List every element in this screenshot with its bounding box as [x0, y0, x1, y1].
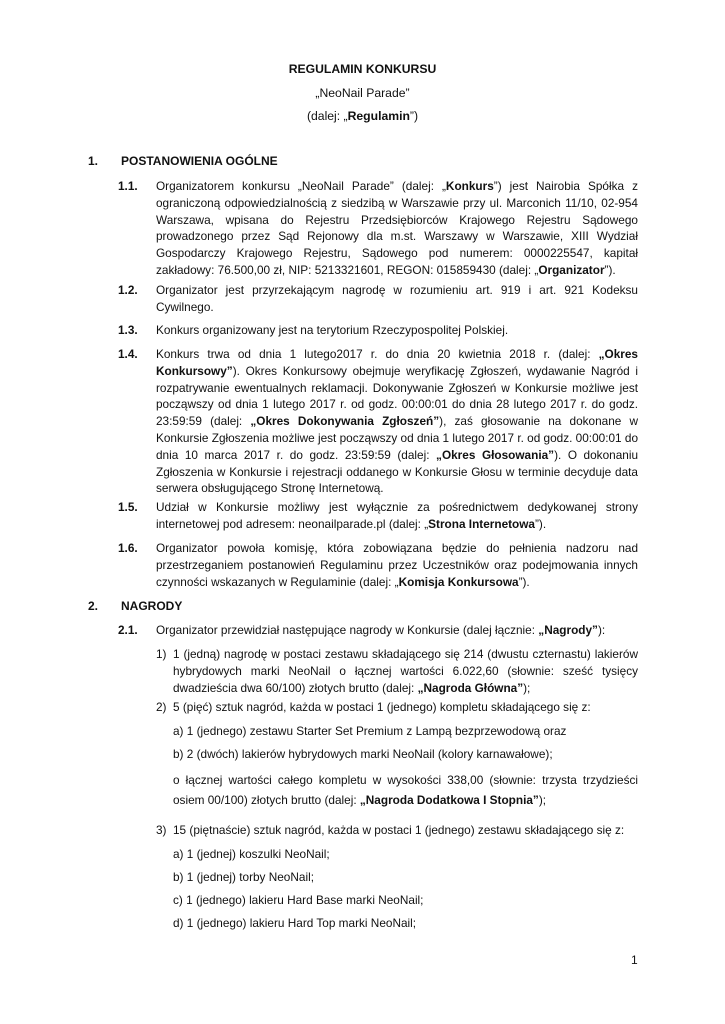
section-title-general-provisions: POSTANOWIENIA OGÓLNE — [121, 154, 278, 168]
prize-first-degree-item-b: b) 2 (dwóch) lakierów hybrydowych marki NeoNail (kolory karnawałowe); — [173, 747, 553, 761]
list-item-number: 3) — [156, 823, 167, 837]
list-item-number: 1) — [156, 647, 167, 661]
prize-main: 1 (jedną) nagrodę w postaci zestawu składającego się 214 (dwustu czternastu) lakierów hybrydowych marki NeoNail o łącznej wartości 6.022,60 (słownie: sześć tysięcy dwadzieścia dwa 60/100) złotych brutto (dalej: „Nagroda Główna”); — [173, 647, 638, 695]
clause-1-4-contest-period: Konkurs trwa od dnia 1 lutego2017 r. do dnia 20 kwietnia 2018 r. (dalej: „Okres Konkursowy”). Okres Konkursowy obejmuje weryfikację Zgłoszeń, wydawanie Nagród i rozpatrywanie ewentualnych reklamacji. Dokonywanie Zgłoszeń w Konkursie możliwe jest począwszy od dnia 1 lutego 2017 r. od godz. 00:00:01 do dnia 28 lutego 2017 r. do godz. 23:59:59 (dalej: „Okres Dokonywania Zgłoszeń”), zaś głosowanie na dokonane w Konkursie Zgłoszenia możliwe jest począwszy od dnia 1 lutego 2017 r. od godz. 00:00:01 do dnia 10 marca 2017 r. do godz. 23:59:59 (dalej: „Okres Głosowania”). O dokonaniu Zgłoszenia w Konkursie i rejestracji oddanego w Konkursie Głosu w terminie decyduje data serwera obsługującego Stronę Internetową. — [156, 347, 639, 496]
clause-1-2-prize-promise: Organizator jest przyrzekającym nagrodę w rozumieniu art. 919 i art. 921 Kodeksu Cywilnego. — [156, 283, 638, 314]
prize-item-d: d) 1 (jednego) lakieru Hard Top marki NeoNail; — [173, 916, 417, 930]
prize-item-c: c) 1 (jednego) lakieru Hard Base marki NeoNail; — [173, 893, 424, 907]
document-title: REGULAMIN KONKURSU — [288, 62, 437, 76]
prize-item-b: b) 1 (jednej) torby NeoNail; — [173, 870, 314, 884]
clause-number: 1.3. — [118, 323, 138, 337]
clause-number: 1.6. — [118, 541, 138, 555]
clause-number: 2.1. — [118, 623, 138, 637]
clause-1-6-commission: Organizator powoła komisję, która zobowiązana będzie do pełnienia nadzoru nad przestrzeganiem postanowień Regulaminu przez Uczestników oraz podejmowania innych czynności wskazanych w Regulaminie (dalej: „Komisja Konkursowa”). — [156, 541, 638, 589]
prize-second-degree-intro: 15 (piętnaście) sztuk nagród, każda w postaci 1 (jednego) zestawu składającego się z: — [173, 823, 625, 837]
section-number-2: 2. — [88, 599, 99, 613]
prize-first-degree-item-a: a) 1 (jednego) zestawu Starter Set Premium z Lampą bezprzewodową oraz — [173, 724, 567, 738]
contest-name: „NeoNail Parade” — [315, 86, 410, 100]
section-title-prizes: NAGRODY — [121, 599, 183, 613]
list-item-number: 2) — [156, 700, 167, 714]
clause-1-5-website: Udział w Konkursie możliwy jest wyłącznie za pośrednictwem dedykowanej strony internetowej pod adresem: neonailparade.pl (dalej: „Strona Internetowa”). — [156, 500, 638, 531]
clause-1-1-organizer: Organizatorem konkursu „NeoNail Parade” (dalej: „Konkurs”) jest Nairobia Spółka z ograniczoną odpowiedzialnością z siedzibą w Warszawie przy ul. Marconich 11/10, 02-954 Warszawa, wpisana do Rejestru Przedsiębiorców Krajowego Rejestru Sądowego prowadzonego przez Sąd Rejonowy dla m.st. Warszawy w Warszawie, XIII Wydział Gospodarczy Krajowego Rejestru, Sądowego pod numerem: 0000225547, kapitał zakładowy: 76.500,00 zł, NIP: 5213321601, REGON: 015859430 (dalej: „Organizator”). — [156, 179, 638, 277]
prize-item-a: a) 1 (jednej) koszulki NeoNail; — [173, 847, 330, 861]
clause-number: 1.4. — [118, 347, 138, 361]
clause-number: 1.1. — [118, 179, 138, 193]
clause-number: 1.2. — [118, 283, 138, 297]
page-number: 1 — [631, 953, 638, 967]
prize-first-degree-value: o łącznej wartości całego kompletu w wysokości 338,00 (słownie: trzysta trzydzieści osiem 00/100) złotych brutto (dalej: „Nagroda Dodatkowa I Stopnia”); — [173, 773, 638, 807]
clause-1-3-territory: Konkurs organizowany jest na terytorium Rzeczypospolitej Polskiej. — [156, 323, 509, 337]
clause-2-1-prizes-intro: Organizator przewidział następujące nagrody w Konkursie (dalej łącznie: „Nagrody”): — [156, 623, 606, 637]
document-alias: (dalej: „Regulamin”) — [306, 109, 419, 123]
clause-number: 1.5. — [118, 500, 138, 514]
section-number-1: 1. — [88, 154, 99, 168]
prize-first-degree-intro: 5 (pięć) sztuk nagród, każda w postaci 1 (jednego) kompletu składającego się z: — [173, 700, 591, 714]
